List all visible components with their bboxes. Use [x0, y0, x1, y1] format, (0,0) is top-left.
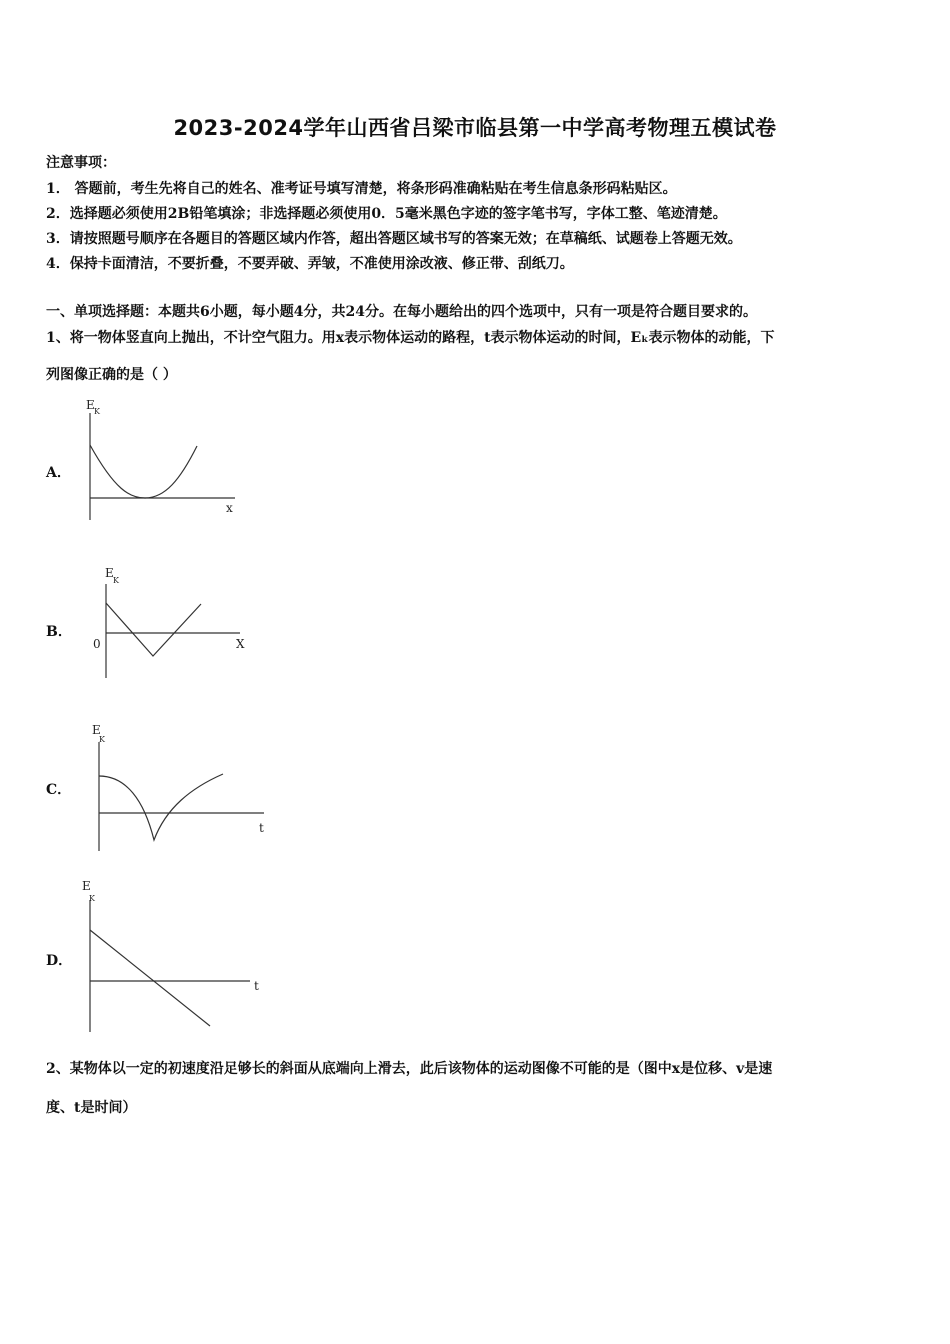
option-d-graph [80, 870, 275, 1035]
option-c-label[interactable]: C． [46, 782, 72, 798]
y-axis-subscript: K [89, 894, 95, 903]
option-d-label[interactable]: D． [46, 953, 73, 969]
notes-heading: 注意事项： [46, 155, 116, 171]
question-1-stem-line1: 1、将一物体竖直向上抛出，不计空气阻力。用x表示物体运动的路程，t表示物体运动的时间，Eₖ表示物体的动能，下 [46, 330, 775, 346]
section-heading: 一、单项选择题：本题共6小题，每小题4分，共24分。在每小题给出的四个选项中，只有一项是符合题目要求的。 [46, 304, 757, 320]
note-item: 2．选择题必须使用2B铅笔填涂；非选择题必须使用0．5毫米黑色字迹的签字笔书写，字体工整、笔迹清楚。 [46, 206, 727, 222]
question-1-stem-line2: 列图像正确的是（ ） [46, 367, 177, 383]
ek-curve [99, 774, 223, 840]
y-axis-subscript: K [94, 407, 100, 416]
ek-curve [106, 603, 201, 656]
page-title: 2023-2024学年山西省吕梁市临县第一中学高考物理五模试卷 [173, 116, 777, 140]
x-axis-label: X [236, 637, 245, 651]
y-axis-subscript: K [99, 735, 105, 744]
note-item: 1． 答题前，考生先将自己的姓名、准考证号填写清楚，将条形码准确粘贴在考生信息条形码粘贴区。 [46, 181, 677, 197]
y-axis-label: E [86, 398, 95, 412]
option-c-graph [86, 720, 276, 855]
x-axis-label: x [226, 501, 233, 515]
option-b-label[interactable]: B． [46, 624, 72, 640]
option-a-label[interactable]: A． [46, 465, 71, 481]
y-axis-label: E [105, 566, 114, 580]
y-axis-subscript: K [113, 576, 119, 585]
x-axis-label: t [259, 821, 264, 835]
ek-line [90, 930, 210, 1026]
question-2-stem-line1: 2、某物体以一定的初速度沿足够长的斜面从底端向上滑去，此后该物体的运动图像不可能的是（图中x是位移、v是速 [46, 1061, 773, 1077]
ek-curve [90, 445, 197, 498]
option-b-graph [88, 562, 258, 682]
note-item: 4．保持卡面清洁，不要折叠，不要弄破、弄皱，不准使用涂改液、修正带、刮纸刀。 [46, 256, 574, 272]
note-item: 3．请按照题号顺序在各题目的答题区域内作答，超出答题区域书写的答案无效；在草稿纸、试题卷上答题无效。 [46, 231, 742, 247]
y-axis-label: E [92, 723, 101, 737]
option-a-graph [80, 395, 250, 525]
y-axis-label: E [82, 879, 91, 893]
question-2-stem-line2: 度、t是时间） [46, 1100, 137, 1116]
x-axis-label: t [254, 979, 259, 993]
origin-label: 0 [93, 637, 101, 651]
